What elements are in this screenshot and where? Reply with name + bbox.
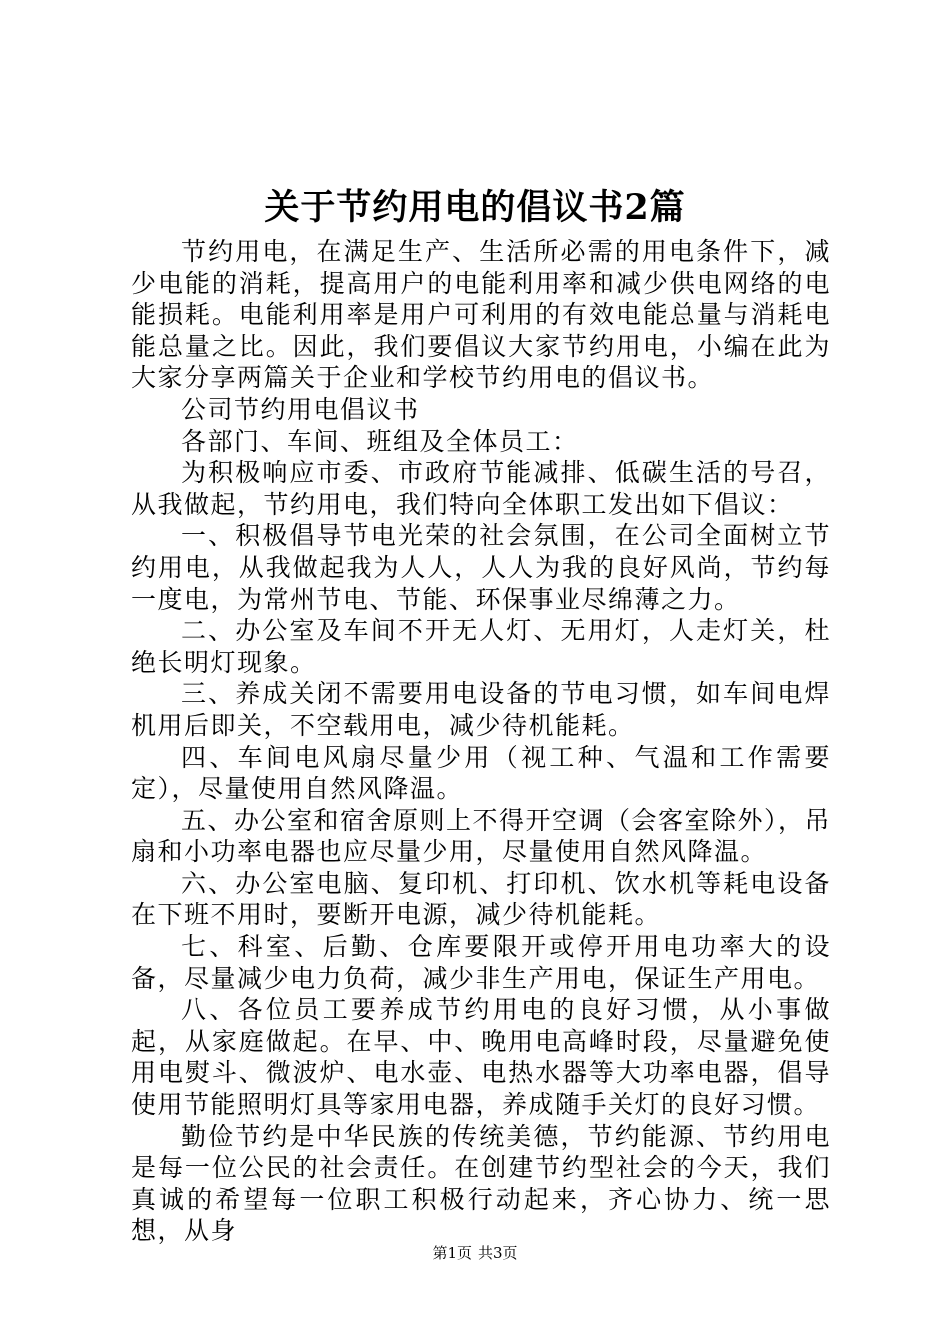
- paragraph-closing: 勤俭节约是中华民族的传统美德，节约能源、节约用电是每一位公民的社会责任。在创建节约型社会的今天，我们真诚的希望每一位职工积极行动起来，齐心协力、统一思想，从身: [131, 1121, 831, 1246]
- paragraph-item-3: 三、养成关闭不需要用电设备的节电习惯，如车间电焊机用后即关，不空载用电，减少待机能耗。: [131, 679, 831, 740]
- paragraph-item-4: 四、车间电风扇尽量少用（视工种、气温和工作需要定），尽量使用自然风降温。: [131, 742, 831, 804]
- page-total: 共3页: [478, 1244, 518, 1262]
- paragraph-item-2: 二、办公室及车间不开无人灯、无用灯，人走灯关，杜绝长明灯现象。: [131, 616, 831, 677]
- paragraph-intro: 节约用电，在满足生产、生活所必需的用电条件下，减少电能的消耗，提高用户的电能利用率和减少供电网络的电能损耗。电能利用率是用户可利用的有效电能总量与消耗电能总量之比。因此，我们要倡议大家节约用电，小编在此为大家分享两篇关于企业和学校节约用电的倡议书。: [131, 237, 831, 393]
- document-title: 关于节约用电的倡议书2篇: [264, 187, 686, 228]
- paragraph-salutation: 各部门、车间、班组及全体员工：: [181, 426, 579, 456]
- document-body: [131, 236, 831, 1247]
- paragraph-subtitle: 公司节约用电倡议书: [181, 394, 420, 424]
- paragraph-item-8: 八、各位员工要养成节约用电的良好习惯，从小事做起，从家庭做起。在早、中、晚用电高峰时段，尽量避免使用电熨斗、微波炉、电水壶、电热水器等大功率电器，倡导使用节能照明灯具等家用电器，养成随手关灯的良好习惯。: [131, 995, 831, 1120]
- page-number: 第1页: [432, 1244, 472, 1262]
- paragraph-item-5: 五、办公室和宿舍原则上不得开空调（会客室除外），吊扇和小功率电器也应尽量少用，尽量使用自然风降温。: [131, 805, 832, 867]
- page-footer: [0, 1243, 950, 1263]
- paragraph-item-1: 一、积极倡导节电光荣的社会氛围，在公司全面树立节约用电，从我做起我为人人，人人为我的良好风尚，节约每一度电，为常州节电、节能、环保事业尽绵薄之力。: [131, 521, 831, 614]
- paragraph-item-6: 六、办公室电脑、复印机、打印机、饮水机等耗电设备在下班不用时，要断开电源，减少待机能耗。: [131, 868, 831, 930]
- paragraph-preamble: 为积极响应市委、市政府节能减排、低碳生活的号召，从我做起，节约用电，我们特向全体职工发出如下倡议：: [131, 458, 831, 519]
- paragraph-item-7: 七、科室、后勤、仓库要限开或停开用电功率大的设备，尽量减少电力负荷，减少非生产用电，保证生产用电。: [131, 932, 831, 993]
